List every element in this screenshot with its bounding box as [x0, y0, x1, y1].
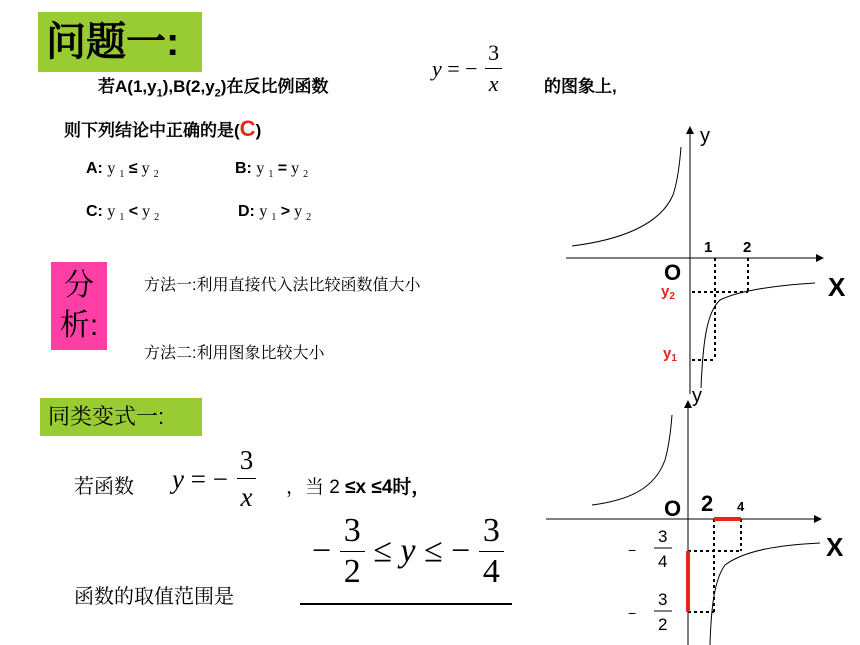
graph2-origin: O	[664, 496, 682, 521]
option-d: D: y $_1$ > y $_2$	[238, 203, 312, 224]
graph1-x-label: X	[828, 272, 846, 302]
graph2-curve-left	[592, 415, 672, 505]
problem1-formula: y = − $\frac{3}{x}$	[432, 42, 502, 95]
graph2-tick-2: 2	[701, 491, 714, 516]
variant1-range-label: 函数的取值范围是	[74, 586, 234, 608]
answer-c: C	[239, 116, 256, 141]
analysis-tag: 分 析:	[51, 262, 107, 350]
variant1-prefix: 若函数	[74, 476, 134, 498]
graph2-y-label: y	[692, 385, 702, 407]
graph2-tick-4: 4	[737, 499, 745, 514]
variant1-range: − $\frac{3}{2}$ ≤ y ≤ − $\frac{3}{4}$	[312, 514, 504, 589]
graph1-y-label: y	[700, 125, 710, 147]
variant1-title: 同类变式一:	[40, 398, 202, 436]
problem1-title: 问题一:	[38, 12, 202, 72]
graph1-tick-1: 1	[704, 239, 713, 256]
variant1-condition: ，当 2 ≤x ≤4时，	[286, 477, 431, 498]
graph1-y2-label: $y_2$	[661, 283, 675, 302]
option-b: B: y $_1$ = y $_2$	[235, 160, 309, 181]
graph1-y1-label: $y_1$	[663, 345, 677, 364]
graph2-den-32: 2	[658, 615, 668, 634]
graph2-x-label: X	[826, 532, 844, 562]
problem1-statement-end: 的图象上,	[544, 77, 617, 96]
method-2: 方法二:利用图象比较大小	[144, 345, 325, 362]
graph2-curve-right	[710, 543, 820, 645]
problem1-statement: 若$A(1,y_1),B(2,y_2)$在反比例函数	[98, 77, 329, 100]
graph2-num-32: 3	[658, 590, 668, 609]
method-1: 方法一:利用直接代入法比较函数值大小	[144, 277, 421, 294]
option-c: C: y $_1$ < y $_2$	[86, 203, 160, 224]
problem1-question: 则下列结论中正确的是(C)	[64, 116, 262, 141]
graph2-den-34: 4	[658, 552, 668, 571]
graph2-minus-32: −	[628, 605, 637, 621]
graph1-tick-2: 2	[743, 239, 752, 256]
graph2-minus-34: −	[628, 542, 637, 558]
option-a: A: y $_1$ ≤ y $_2$	[86, 160, 159, 181]
variant1-formula: y = − $\frac{3}{x}$	[172, 447, 256, 511]
graph1-origin: O	[664, 260, 682, 285]
graph2-num-34: 3	[658, 527, 668, 546]
